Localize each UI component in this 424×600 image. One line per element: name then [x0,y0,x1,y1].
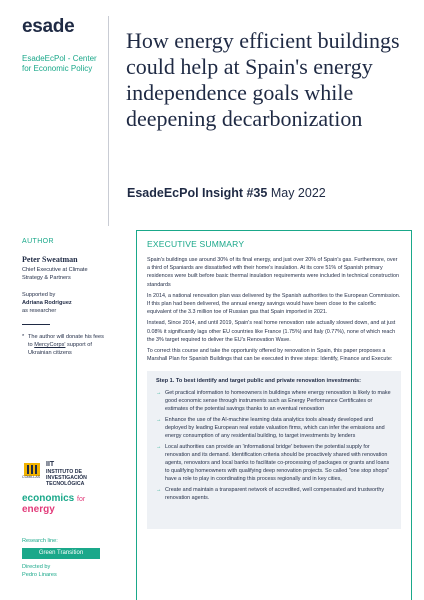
iit-line-3: TECNOLÓGICA [46,481,85,487]
center-name: EsadeEcPol - Center for Economic Policy [22,54,97,73]
step-bullet-text: Enhance the use of the AI-machine learning data analytics tools already developed and deployed by leading European real estate valuation firms, which can infer the emissions and energy consumption of any residential building, to target investments by lenders [165,417,385,440]
summary-paragraph: Instead, Since 2014, and until 2019, Spain's real home renovation rate actually slowed down, and at just 0.08% it significantly lags other EU countries like France (1.75%) and Italy (0.77%), none of which reach the 3% target required to deliver the EU's Renovation Wave. [147,320,396,343]
asterisk: * [22,334,25,340]
research-line-heading: Research line: [22,538,58,544]
arrow-right-icon: → [156,390,162,397]
sidebar [0,0,108,600]
donate-prefix: The author will donate his fees to [28,334,104,348]
step-bullet-text: Create and maintain a transparent network of accredited, well compensated and trustworthy renovation agents. [165,487,385,502]
sidebar-divider [22,324,50,325]
page-title: How energy efficient buildings could help at Spain's energy independence goals while deepening decarbonization [126,28,400,131]
iit-line-2: INVESTIGACIÓN [46,475,87,481]
arrow-right-icon: → [156,417,162,424]
header-divider [108,16,109,226]
arrow-right-icon: → [156,444,162,451]
director-name: Pedro Linares [22,572,57,578]
donation-note [22,333,106,357]
author-name: Peter Sweatman [22,255,78,264]
supported-name: Adriana Rodriguez [22,300,72,306]
step-bullet [156,416,392,440]
step-bullet-text: Get practical information to homeowners in buildings where energy renovation is likely to make good economic sense through instruments such as Energy Performance Certificates or estimates of the potential savings thanks to an eventual renovation [165,390,391,413]
step-1-title: Step 1. To best identify and target public and private renovation investments: [156,378,362,385]
economics-for-energy-logo [22,494,85,515]
donate-suffix: support of Ukrainian citizens [28,342,92,356]
comillas-crest-icon [22,462,42,482]
iit-line-1: INSTITUTO DE [46,469,82,475]
summary-paragraph: To correct this course and take the opportunity offered by renovation in Spain, this paper proposes a Marshall Plan for Spanish Buildings that can be executed in three steps: Identify, Finance and Execute: [147,348,393,363]
supported-suffix: as researcher [22,308,57,314]
esade-logo: esade [22,16,75,37]
author-heading: AUTHOR [22,238,54,245]
insight-label: EsadeEcPol Insight #35 [127,186,268,200]
insight-date: May 2022 [270,186,326,200]
author-role: Chief Executive at Climate Strategy & Partners [22,267,88,281]
summary-paragraph: Spain's buildings use around 30% of its final energy, and just over 20% of Spain's gas. Furthermore, over a third of Spaniards are dissatisfied with their home's insulation. At its core 51% of Spanish primary residences were built before basic thermal insulation requirements were included in technical construction standards [147,257,399,288]
executive-summary [136,230,412,600]
summary-paragraph: In 2014, a national renovation plan was delivered by the Spanish authorities to the European Commission. If this plan had been delivered, the annual energy savings would have been close to the calorific equivalent of the 3.3 million toe of Russian gas that Spain imported in 2021. [147,292,401,316]
step-bullet [156,486,392,502]
eco-word-energy: energy [22,504,55,515]
iit-text [46,461,87,487]
step-1-box [147,371,401,529]
iit-logo [22,460,108,486]
summary-heading: EXECUTIVE SUMMARY [147,239,245,249]
directed-by [22,563,106,579]
eco-word-for: for [77,496,86,503]
research-line-badge: Green Transition [22,548,100,559]
step-bullet [156,389,392,413]
comillas-label: COMILLAS [22,475,41,479]
directed-by-label: Directed by [22,564,51,570]
eco-word-economics: economics [22,493,75,504]
iit-acronym: IIT [46,461,55,468]
step-bullet-text: Local authorities can provide an 'informational bridge' between the potential supply for renovation and its demand. Identification criteria should be proactively shared with renovation agents, renovators and local banks to facilitate co-processing of packages or grants and loans to qualifying homeowners with qualifying deep renovation projects. So called "one stop shops" have a role to play in coordinating this process regionally and in key cities, [165,444,390,483]
supported-prefix: Supported by [22,292,56,298]
arrow-right-icon: → [156,487,162,494]
step-bullet [156,443,392,483]
supported-by [22,291,106,315]
insight-line [127,186,326,200]
mercycorps-link[interactable]: MercyCorps' [34,342,66,348]
